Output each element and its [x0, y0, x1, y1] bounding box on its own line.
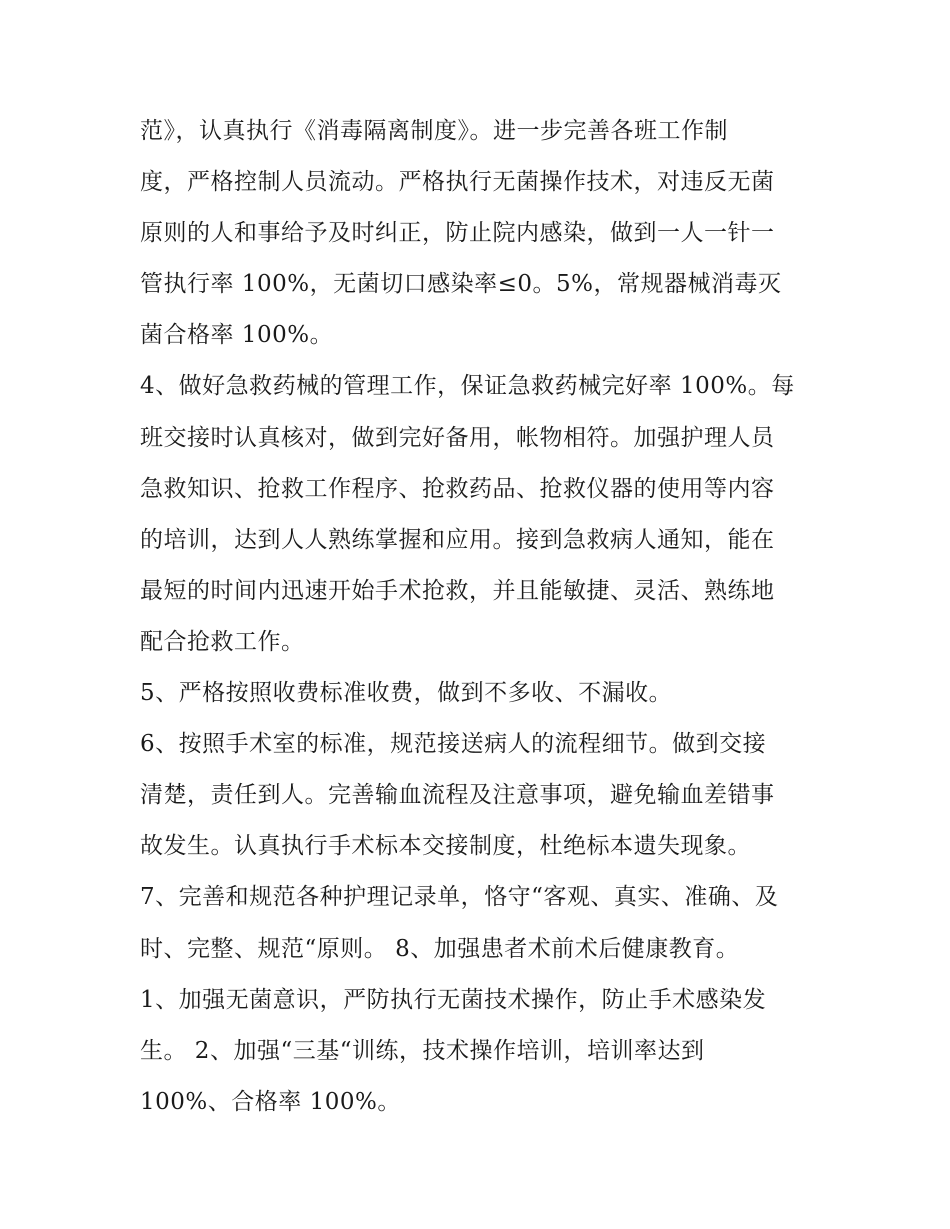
text-line: 4、做好急救药械的管理工作，保证急救药械完好率 100%。每	[140, 373, 795, 400]
text-line: 范》，认真执行《消毒隔离制度》。进一步完善各班工作制	[140, 118, 728, 144]
text-line: 时、完整、规范“原则。 8、加强患者术前术后健康教育。	[140, 935, 740, 962]
text-line: 管执行率 100%，无菌切口感染率≤0。5%，常规器械消毒灭	[140, 271, 782, 298]
text-line: 急救知识、抢救工作程序、抢救药品、抢救仪器的使用等内容	[140, 475, 775, 502]
text-line: 最短的时间内迅速开始手术抢救，并且能敏捷、灵活、熟练地	[140, 577, 775, 604]
text-line: 故发生。认真执行手术标本交接制度，杜绝标本遗失现象。	[140, 833, 751, 860]
text-line: 班交接时认真核对，做到完好备用，帐物相符。加强护理人员	[140, 424, 775, 451]
text-line: 清楚，责任到人。完善输血流程及注意事项，避免输血差错事	[140, 782, 775, 809]
text-line: 1、加强无菌意识，严防执行无菌技术操作，防止手术感染发	[140, 986, 767, 1013]
text-line: 100%、合格率 100%。	[140, 1088, 401, 1115]
text-line: 的培训，达到人人熟练掌握和应用。接到急救病人通知，能在	[140, 526, 775, 553]
document-body	[140, 106, 830, 1128]
text-line: 配合抢救工作。	[140, 628, 305, 655]
text-line: 菌合格率 100%。	[140, 322, 334, 349]
text-line: 度，严格控制人员流动。严格执行无菌操作技术，对违反无菌	[140, 169, 775, 196]
text-line: 6、按照手术室的标准，规范接送病人的流程细节。做到交接	[140, 731, 767, 758]
text-line: 生。 2、加强“三基“训练，技术操作培训，培训率达到	[140, 1037, 705, 1064]
text-line: 7、完善和规范各种护理记录单，恪守“客观、真实、准确、及	[140, 884, 779, 911]
text-line: 5、严格按照收费标准收费，做到不多收、不漏收。	[140, 680, 673, 707]
text-line: 原则的人和事给予及时纠正，防止院内感染，做到一人一针一	[140, 220, 775, 247]
